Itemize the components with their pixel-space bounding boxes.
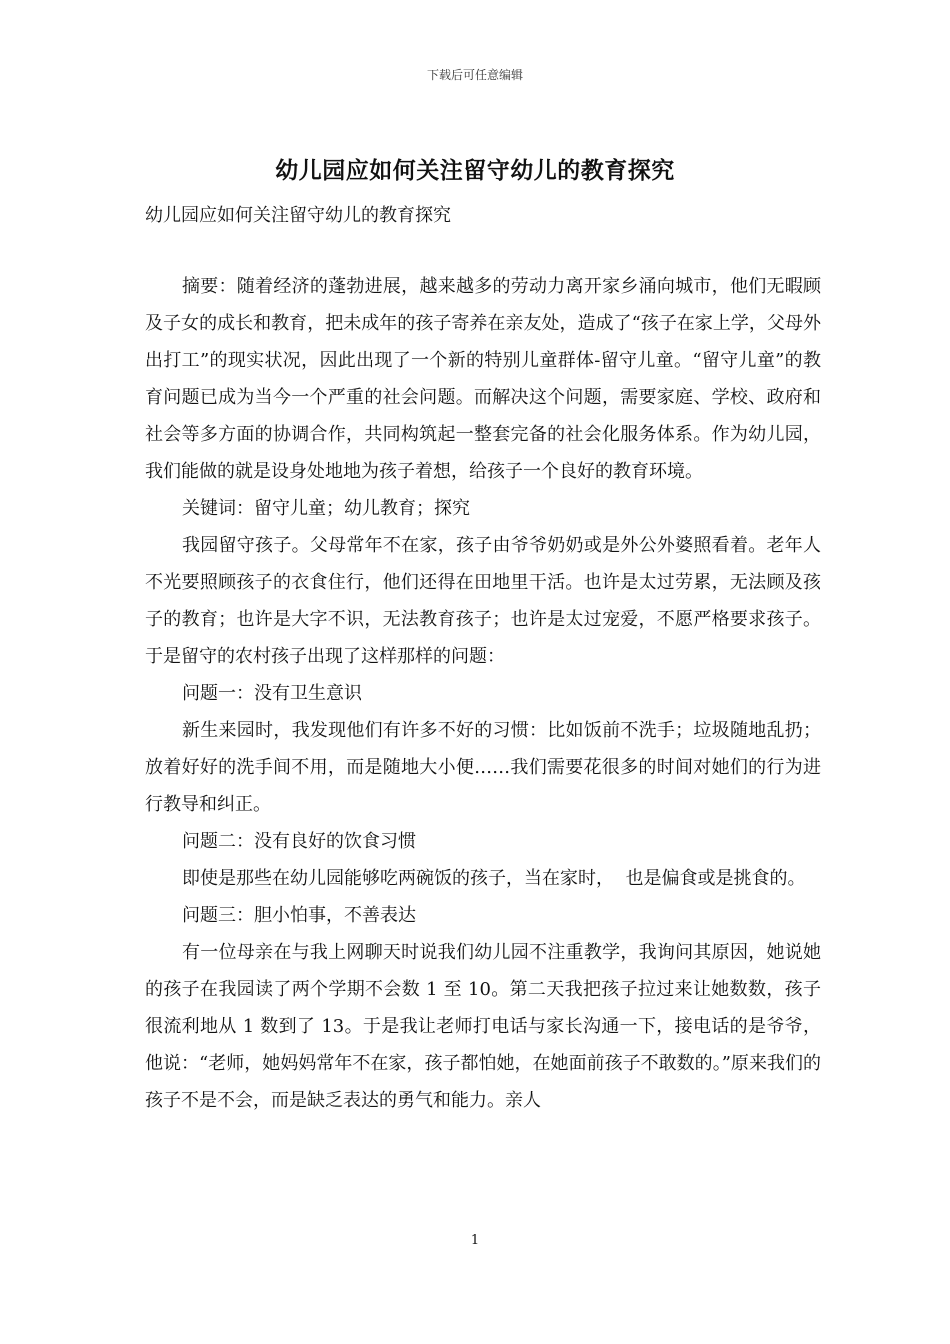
body-paragraph: 有一位母亲在与我上网聊天时说我们幼儿园不注重教学，我询问其原因，她说她的孩子在我园读了两个学期不会数 1 至 10。第二天我把孩子拉过来让她数数，孩子很流利地从 1 数到了 13。于是我让老师打电话与家长沟通一下，接电话的是爷爷，他说：“老师，她妈妈常年不在家，孩子都怕她，在她面前孩子不敢数的。”原来我们的孩子不是不会，而是缺乏表达的勇气和能力。亲人 [145,942,821,1111]
page-header: 下载后可任意编辑 [426,68,523,82]
body-paragraph: 即使是那些在幼儿园能够吃两碗饭的孩子，当在家时， 也是偏食或是挑食的。 [182,868,806,889]
abstract-paragraph: 摘要：随着经济的蓬勃进展，越来越多的劳动力离开家乡涌向城市，他们无暇顾及子女的成长和教育，把未成年的孩子寄养在亲友处，造成了“孩子在家上学，父母外出打工”的现实状况，因此出现了一个新的特别儿童群体-留守儿童。“留守儿童”的教育问题已成为当今一个严重的社会问题。而解决这个问题，需要家庭、学校、政府和社会等多方面的协调合作，共同构筑起一整套完备的社会化服务体系。作为幼儿园，我们能做的就是设身处地地为孩子着想，给孩子一个良好的教育环境。 [145,276,821,482]
keywords-paragraph: 关键词：留守儿童；幼儿教育；探究 [182,498,470,519]
problem-heading-3: 问题三：胆小怕事，不善表达 [182,905,416,926]
document-body [145,268,821,1119]
document-title: 幼儿园应如何关注留守幼儿的教育探究 [275,157,675,184]
body-paragraph: 我园留守孩子。父母常年不在家，孩子由爷爷奶奶或是外公外婆照看着。老年人不光要照顾孩子的衣食住行，他们还得在田地里干活。也许是太过劳累，无法顾及孩子的教育；也许是大字不识，无法教育孩子；也许是太过宠爱，不愿严格要求孩子。于是留守的农村孩子出现了这样那样的问题： [145,535,821,667]
problem-heading-1: 问题一：没有卫生意识 [182,683,362,704]
page-number: 1 [470,1233,480,1248]
document-subtitle: 幼儿园应如何关注留守幼儿的教育探究 [145,205,451,226]
body-paragraph: 新生来园时，我发现他们有许多不好的习惯：比如饭前不洗手；垃圾随地乱扔；放着好好的洗手间不用，而是随地大小便……我们需要花很多的时间对她们的行为进行教导和纠正。 [145,720,821,815]
problem-heading-2: 问题二：没有良好的饮食习惯 [182,831,416,852]
